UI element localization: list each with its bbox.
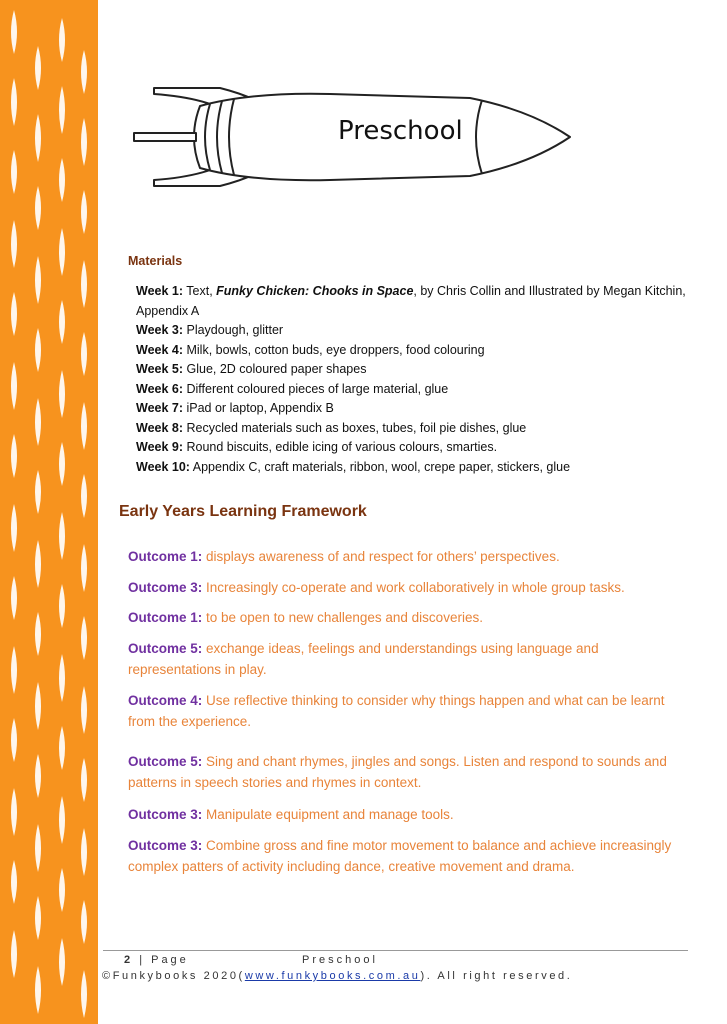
page-word: | Page (139, 954, 189, 966)
outcome-text: Use reflective thinking to consider why things happen and what can be learnt from the experience. (128, 693, 665, 729)
outcome-item (128, 577, 688, 598)
outcome-label: Outcome 5: (128, 641, 203, 656)
material-text: Appendix C, craft materials, ribbon, wool, crepe paper, stickers, glue (189, 459, 571, 474)
week-label: Week 6: (136, 381, 184, 396)
outcome-item (128, 835, 688, 877)
outcome-item (128, 804, 688, 825)
material-text: , by Chris Collin and Illustrated by Megan Kitchin, Appendix A (136, 284, 686, 318)
materials-heading: Materials (128, 254, 183, 268)
outcome-label: Outcome 3: (128, 580, 203, 595)
copyright-line (102, 970, 572, 982)
outcome-item (128, 751, 688, 793)
week-label: Week 4: (136, 342, 184, 357)
outcome-text: Increasingly co-operate and work collaboratively in whole group tasks. (202, 580, 625, 595)
page-number (124, 954, 189, 966)
list-item (136, 380, 696, 400)
list-item (136, 399, 696, 419)
week-label: Week 9: (136, 440, 184, 454)
outcome-label: Outcome 5: (128, 754, 203, 769)
week-label: Week 5: (136, 362, 184, 376)
outcome-text: Combine gross and fine motor movement to balance and achieve increasingly complex patters of activity including dance, creative movement and drama. (128, 838, 672, 874)
book-title: Funky Chicken: Chooks in Space (216, 284, 414, 298)
list-item (136, 360, 696, 380)
list-item (136, 282, 696, 321)
copyright-suffix: ). All right reserved. (420, 970, 573, 982)
outcome-text: exchange ideas, feelings and understandings using language and representations in play. (128, 641, 599, 677)
page-number-value: 2 (124, 954, 134, 966)
material-text: iPad or laptop, Appendix B (183, 401, 334, 415)
materials-list (136, 282, 696, 477)
outcome-label: Outcome 3: (128, 838, 203, 853)
framework-heading: Early Years Learning Framework (119, 503, 367, 520)
rocket-label: Preschool (338, 116, 463, 146)
material-text: Glue, 2D coloured paper shapes (183, 362, 367, 376)
outcome-text: to be open to new challenges and discoveries. (202, 610, 483, 625)
outcome-item (128, 607, 688, 628)
outcome-label: Outcome 3: (128, 807, 203, 822)
outcome-label: Outcome 1: (128, 549, 203, 564)
outcome-item (128, 690, 688, 732)
list-item (136, 458, 696, 478)
material-text: Milk, bowls, cotton buds, eye droppers, food colouring (183, 342, 485, 357)
material-text: Round biscuits, edible icing of various colours, smarties. (183, 440, 498, 454)
list-item (136, 341, 696, 361)
footer-doc-title: Preschool (302, 954, 378, 966)
outcome-item (128, 546, 688, 567)
week-label: Week 1: (136, 284, 184, 298)
material-text: Recycled materials such as boxes, tubes, foil pie dishes, glue (183, 420, 527, 435)
rocket-illustration (130, 58, 574, 208)
material-text: Playdough, glitter (183, 323, 284, 337)
website-link[interactable]: www.funkybooks.com.au (244, 970, 421, 982)
outcome-text: Sing and chant rhymes, jingles and songs. Listen and respond to sounds and patterns in speech stories and rhymes in context. (128, 754, 667, 790)
outcome-label: Outcome 1: (128, 610, 203, 625)
material-text: Text, (183, 284, 217, 298)
footer-divider (103, 950, 688, 951)
week-label: Week 7: (136, 401, 184, 415)
outcome-label: Outcome 4: (128, 693, 203, 708)
outcome-text: Manipulate equipment and manage tools. (202, 807, 454, 822)
copyright-prefix: ©Funkybooks 2020( (102, 970, 245, 982)
week-label: Week 8: (136, 420, 184, 435)
list-item (136, 419, 696, 439)
material-text: Different coloured pieces of large material, glue (183, 381, 449, 396)
week-label: Week 10: (136, 459, 190, 474)
outcome-text: displays awareness of and respect for others’ perspectives. (202, 549, 560, 564)
list-item (136, 321, 696, 341)
week-label: Week 3: (136, 323, 184, 337)
outcome-item (128, 638, 688, 680)
list-item (136, 438, 696, 458)
